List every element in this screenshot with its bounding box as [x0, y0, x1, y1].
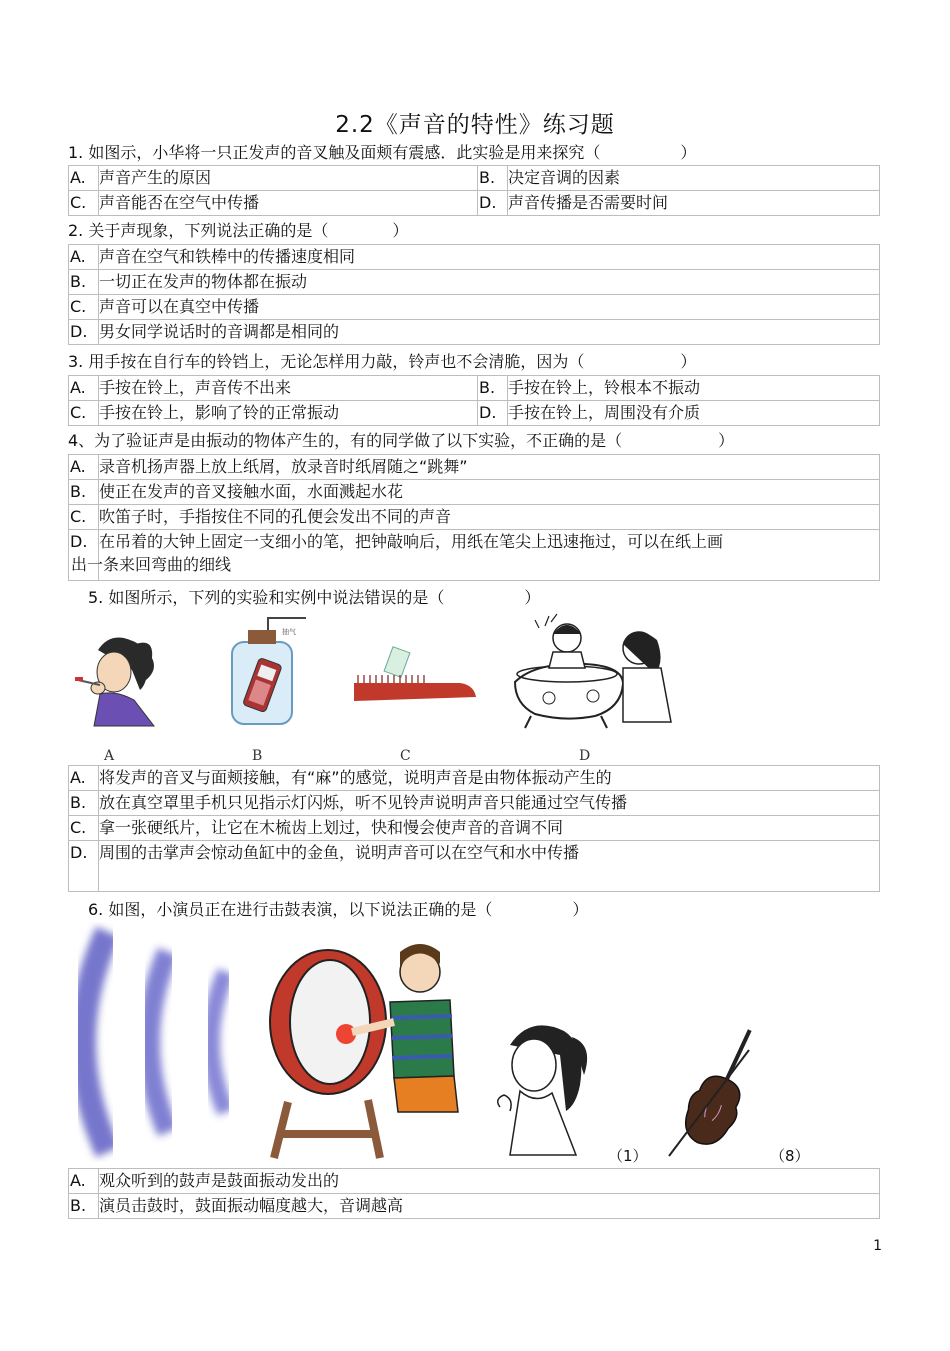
option-label: B. — [69, 791, 99, 816]
figure-label-d: D — [579, 748, 591, 764]
figure-label-1: （1） — [608, 1147, 648, 1165]
figure-a-girl-tuning-fork — [70, 630, 160, 730]
option-text: 吹笛子时，手指按住不同的孔便会发出不同的声音 — [99, 505, 880, 530]
option-text-line-1: 在吊着的大钟上固定一支细小的笔，把钟敲响后，用纸在笔尖上迅速拖过，可以在纸上画 — [99, 532, 724, 551]
option-label: A. — [69, 455, 99, 480]
page-number: 1 — [873, 1238, 882, 1254]
question-2-options — [68, 244, 880, 345]
option-text: 声音能否在空气中传播 — [99, 191, 478, 216]
question-6-options — [68, 1168, 880, 1219]
option-label: A. — [69, 1169, 99, 1194]
option-text: 演员击鼓时，鼓面振动幅度越大，音调越高 — [99, 1194, 880, 1219]
option-text: 将发声的音叉与面颊接触，有“麻”的感觉，说明声音是由物体振动产生的 — [99, 766, 880, 791]
question-4-options — [68, 454, 880, 581]
option-label: C. — [69, 505, 99, 530]
figure-drum-performance — [68, 922, 468, 1162]
option-text: 观众听到的鼓声是鼓面振动发出的 — [99, 1169, 880, 1194]
option-text: 手按在铃上，铃根本不振动 — [508, 376, 880, 401]
violin-icon — [665, 1020, 765, 1160]
option-text: 男女同学说话时的音调都是相同的 — [99, 320, 880, 345]
option-text: 声音产生的原因 — [99, 166, 478, 191]
option-text: 声音传播是否需要时间 — [508, 191, 880, 216]
option-label: B. — [478, 166, 508, 191]
figure-label-a: A — [104, 748, 115, 764]
option-label: B. — [69, 1194, 99, 1219]
option-text: 拿一张硬纸片，让它在木梳齿上划过，快和慢会使声音的音调不同 — [99, 816, 880, 841]
option-text-multiline — [71, 530, 880, 581]
option-text: 手按在铃上，声音传不出来 — [99, 376, 478, 401]
option-label: D. — [69, 530, 99, 581]
figure-c-comb-card — [350, 645, 480, 715]
option-text: 手按在铃上，影响了铃的正常振动 — [99, 401, 478, 426]
option-text: 录音机扬声器上放上纸屑，放录音时纸屑随之“跳舞” — [99, 455, 880, 480]
figure-label-b: B — [252, 748, 263, 764]
option-text: 周围的击掌声会惊动鱼缸中的金鱼，说明声音可以在空气和水中传播 — [99, 841, 880, 892]
option-label: A. — [69, 166, 99, 191]
option-label: D. — [69, 841, 99, 892]
option-label: A. — [69, 245, 99, 270]
figure-label-8: （8） — [770, 1147, 810, 1165]
option-label: B. — [478, 376, 508, 401]
question-1-options — [68, 165, 880, 216]
option-label: C. — [69, 191, 99, 216]
question-3-stem: 3. 用手按在自行车的铃铛上，无论怎样用力敲，铃声也不会清脆，因为（ ） — [68, 352, 697, 371]
question-2-stem: 2. 关于声现象，下列说法正确的是（ ） — [68, 221, 409, 240]
page-title: 2.2《声音的特性》练习题 — [335, 112, 615, 138]
option-label: A. — [69, 766, 99, 791]
bottle-label: 抽气 — [282, 628, 296, 636]
figure-b-phone-in-vacuum-jar — [220, 612, 310, 732]
option-label: B. — [69, 270, 99, 295]
option-text: 手按在铃上，周围没有介质 — [508, 401, 880, 426]
question-4-stem: 4、为了验证声是由振动的物体产生的，有的同学做了以下实验，不正确的是（ ） — [68, 431, 735, 450]
figure-girl-listening — [480, 1015, 600, 1160]
option-label: D. — [478, 191, 508, 216]
question-5-options — [68, 765, 880, 892]
option-text-line-2: 出一条来回弯曲的细线 — [71, 555, 232, 574]
question-1-stem: 1. 如图示，小华将一只正发声的音叉触及面颊有震感．此实验是用来探究（ ） — [68, 143, 697, 162]
option-label: D. — [478, 401, 508, 426]
figure-label-c: C — [400, 748, 411, 764]
option-text: 使正在发声的音叉接触水面，水面溅起水花 — [99, 480, 880, 505]
option-text: 声音可以在真空中传播 — [99, 295, 880, 320]
option-label: C. — [69, 816, 99, 841]
option-label: D. — [69, 320, 99, 345]
option-text: 一切正在发声的物体都在振动 — [99, 270, 880, 295]
option-label: C. — [69, 401, 99, 426]
option-text: 放在真空罩里手机只见指示灯闪烁，听不见铃声说明声音只能通过空气传播 — [99, 791, 880, 816]
option-text: 声音在空气和铁棒中的传播速度相同 — [99, 245, 880, 270]
question-3-options — [68, 375, 880, 426]
question-6-stem: 6. 如图，小演员正在进行击鼓表演，以下说法正确的是（ ） — [88, 900, 589, 919]
question-5-stem: 5. 如图所示，下列的实验和实例中说法错误的是（ ） — [88, 588, 541, 607]
figure-d-clapping-fish-tank — [505, 612, 690, 732]
option-text: 决定音调的因素 — [508, 166, 880, 191]
option-label: C. — [69, 295, 99, 320]
option-label: A. — [69, 376, 99, 401]
option-label: B. — [69, 480, 99, 505]
